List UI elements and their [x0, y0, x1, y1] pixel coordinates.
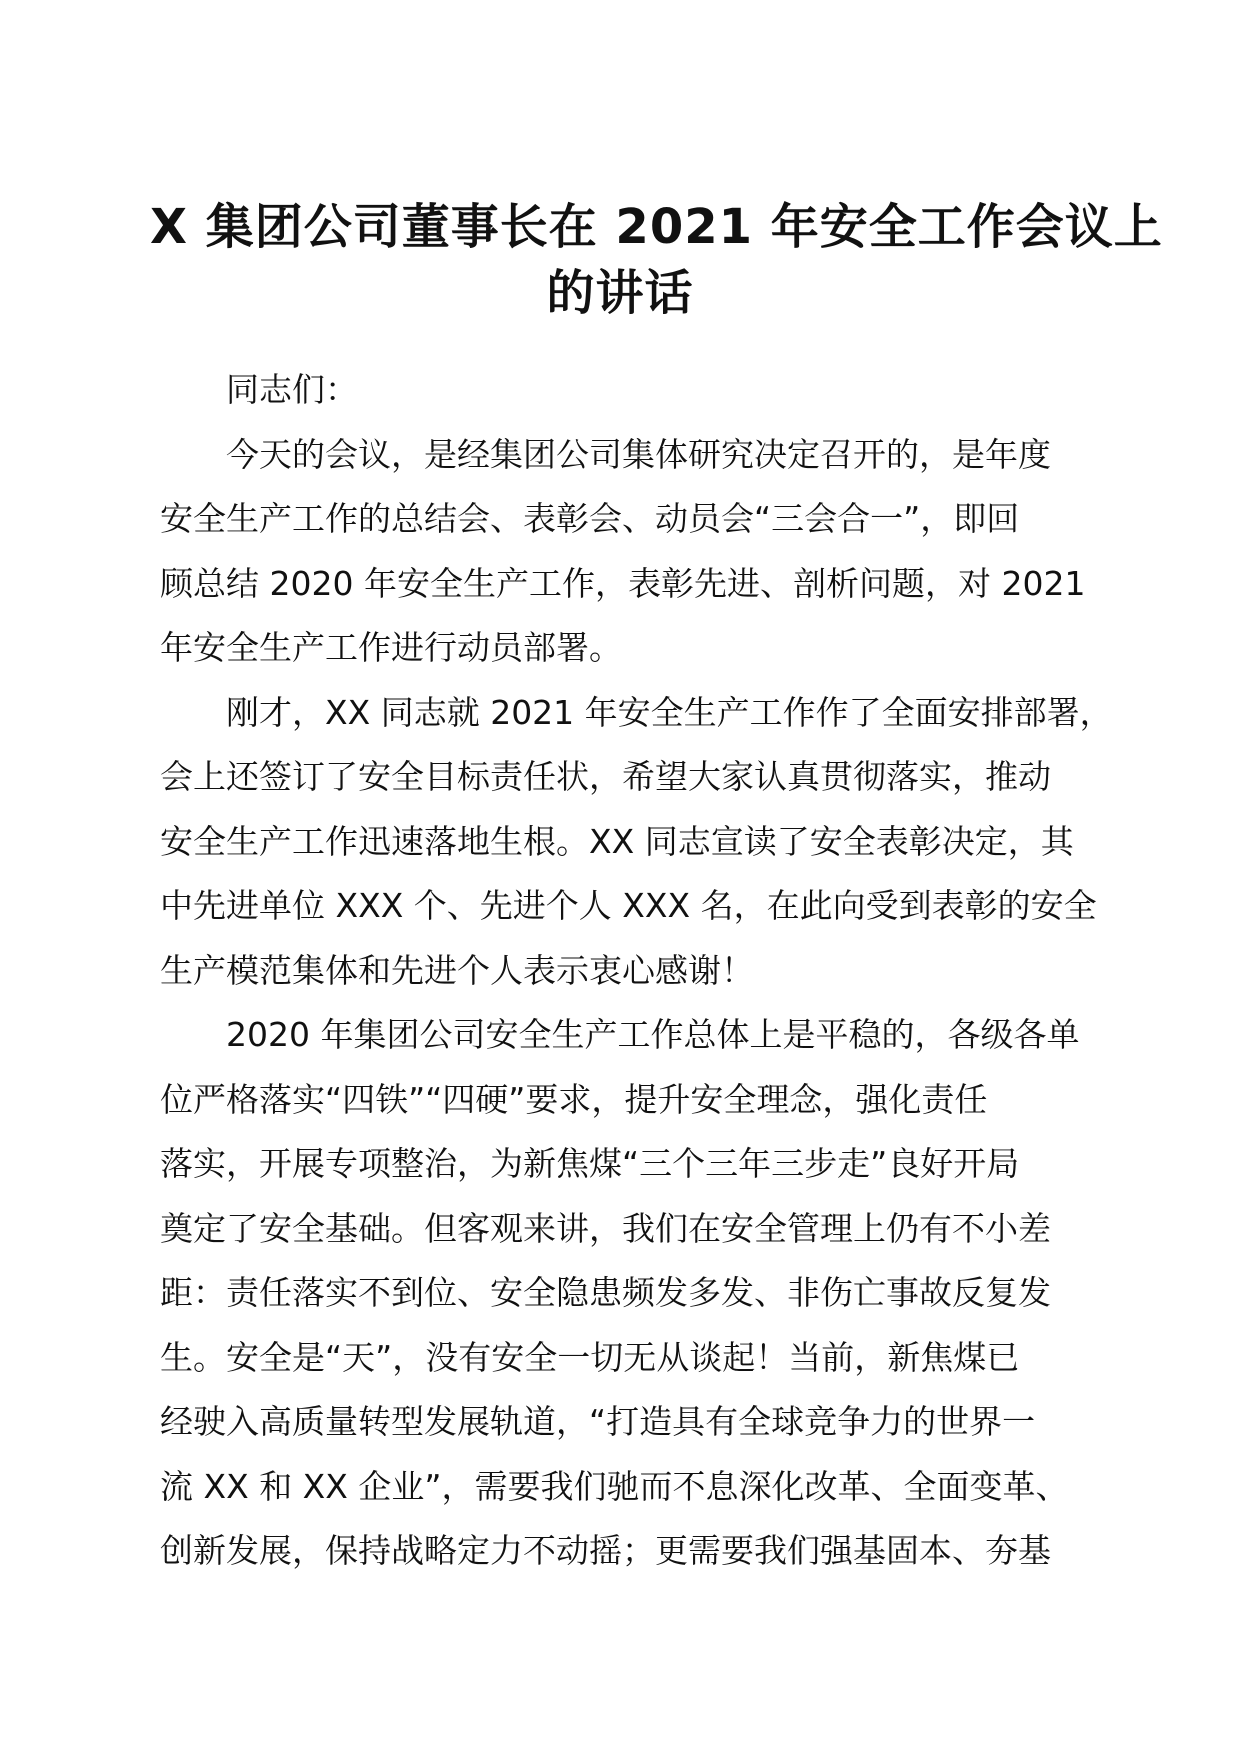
body-line: 安全生产工作迅速落地生根。XX 同志宣读了安全表彰决定，其 — [160, 821, 1074, 861]
body-line: 今天的会议，是经集团公司集体研究决定召开的，是年度 — [226, 434, 1051, 474]
body-line: 安全生产工作的总结会、表彰会、动员会“三会合一”，即回 — [160, 499, 1020, 538]
body-line: 创新发展，保持战略定力不动摇；更需要我们强基固本、夯基 — [160, 1531, 1051, 1570]
body-line: 同志们： — [226, 370, 358, 409]
body-line: 落实，开展专项整治，为新焦煤“三个三年三步走”良好开局 — [160, 1144, 1020, 1183]
body-line: 生。安全是“天”，没有安全一切无从谈起！当前，新焦煤已 — [160, 1337, 1020, 1377]
title-line-1: X 集团公司董事长在 2021 年安全工作会议上 — [150, 199, 1163, 255]
body-line: 位严格落实“四铁”“四硬”要求，提升安全理念，强化责任 — [160, 1079, 988, 1119]
body-line: 中先进单位 XXX 个、先进个人 XXX 名，在此向受到表彰的安全 — [160, 886, 1097, 925]
body-line: 距：责任落实不到位、安全隐患频发多发、非伤亡事故反复发 — [160, 1273, 1051, 1312]
body-line: 奠定了安全基础。但客观来讲，我们在安全管理上仍有不小差 — [160, 1208, 1051, 1248]
body-line: 流 XX 和 XX 企业”，需要我们驰而不息深化改革、全面变革、 — [160, 1466, 1069, 1506]
body-line: 2020 年集团公司安全生产工作总体上是平稳的，各级各单 — [226, 1015, 1080, 1054]
body-line: 会上还签订了安全目标责任状，希望大家认真贯彻落实，推动 — [160, 757, 1051, 796]
body-line: 年安全生产工作进行动员部署。 — [160, 628, 622, 667]
document-title — [150, 194, 1163, 326]
body-line: 生产模范集体和先进个人表示衷心感谢！ — [160, 950, 754, 990]
body-line: 顾总结 2020 年安全生产工作，表彰先进、剖析问题，对 2021 — [160, 563, 1086, 603]
document-body — [160, 358, 1120, 1584]
title-line-2: 的讲话 — [546, 265, 694, 321]
body-line: 经驶入高质量转型发展轨道，“打造具有全球竞争力的世界一 — [160, 1402, 1036, 1441]
body-line: 刚才，XX 同志就 2021 年安全生产工作作了全面安排部署， — [226, 692, 1113, 732]
